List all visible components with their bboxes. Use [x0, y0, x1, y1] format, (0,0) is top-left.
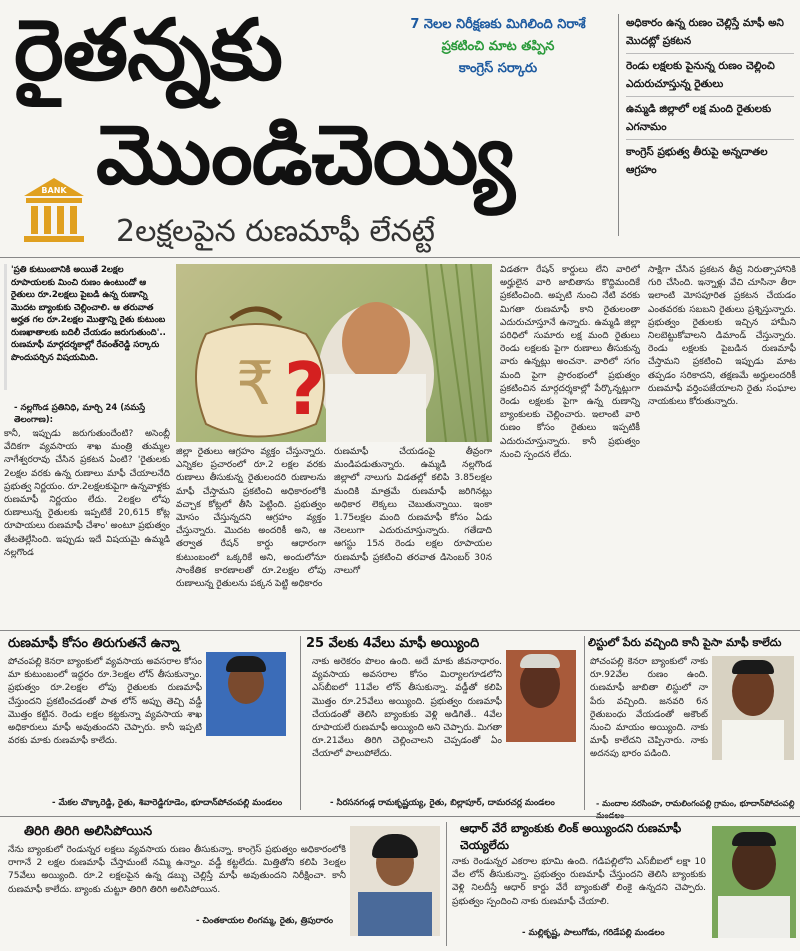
- kicker-line1: 7 నెలల నిరీక్షణకు మిగిలింది నిరాశే: [410, 17, 586, 32]
- bank-label: BANK: [41, 186, 67, 195]
- col2-body: జిల్లా రైతులు ఆగ్రహం వ్యక్తం చేస్తున్నారు. ఎన్నికల ప్రచారంలో రూ.2 లక్షల వరకు రుణాలు తీసుకున్న రైతులందరి రుణాలను మాఫీ చేస్తామని ప్రకటించి అధికారంలోకి వచ్చాక కోట్లలో తీసి పెట్టింది. ప్రభుత్వం మోసం చేస్తున్నదని ఆగ్రహం వ్యక్తం చేస్తున్నారు. మొదట అందరికీ అని, ఆ తర్వాత రేషన్ కార్డు ఆధారంగా కుటుంబంలో ఒక్కరికే అని, అందులోనూ సాంకేతిక కారణాలతో రూ.2లక్షల లోపు రుణాలున్న రైతులను పక్కన పెట్టి అధికారం: [176, 447, 326, 590]
- box2-title: 25 వేలకు 4వేలు మాఫీ అయ్యింది: [306, 636, 480, 651]
- box4-photo: [350, 826, 440, 936]
- box2-credit: - సిరసనగండ్ల రామకృష్ణయ్య, రైతు, బిల్లాపూర్, దామరచర్ల మండలం: [330, 798, 555, 808]
- sidebar-point: రెండు లక్షలకు పైనున్న రుణం చెల్లించి ఎదురుచూస్తున్న రైతులు: [626, 57, 794, 97]
- section-rule: [0, 630, 800, 631]
- box1-body: పోచంపల్లి కెనరా బ్యాంకులో వ్యవసాయ అవసరాల కోసం మా కుటుంబంలో ఇద్దరం రూ.3లక్షల లోన్ తీసుకున్నాం. ప్రభుత్వం రూ.2లక్షల లోపు రైతులకు రుణమాఫీ చేస్తుందని ప్రకటించడంతో పాత లోన్ అప్పు తెచ్చి వడ్డీ మొత్తం కట్టిన. రెండు లక్షల కట్టకున్నా వ్యవసాయ శాఖ అధికారులు మాఫీ అవుతుందని చెప్పారు. కానీ ఇప్పటి వరకు మాకు రుణమాఫీ కాలేదు.: [8, 657, 202, 747]
- masthead-rule: [0, 257, 800, 258]
- bank-icon: [22, 176, 86, 246]
- intro-quote: [4, 264, 170, 390]
- kicker: [378, 14, 618, 80]
- headline-line2: మొండిచెయ్యి: [96, 108, 514, 203]
- box1-credit: - మేకల చొక్కారెడ్డి, రైతు, శివారెడ్డిగూడెం, భూదాన్‌పోచంపల్లి మండలం: [52, 798, 283, 808]
- kicker-line2: ప్రకటించి మాట తప్పిన: [441, 39, 555, 54]
- box5-credit: - మల్లికృష్ణ, పాలుగోడు, గరిడేపల్లి మండలం: [522, 928, 665, 938]
- col4-body: విడతగా రేషన్ కార్డులు లేని వారిలో అర్హులైన వారి జాబితాను కొద్దిమందికే ప్రకటించింది. అప్పటి నుంచి నేటి వరకు మిగతా రుణమాఫీ కాని రైతులంతా ఎదురుచూస్తూనే ఉన్నారు. ఉమ్మడి జిల్లా పరిధిలో సుమారు లక్ష మంది రైతులు రెండు లక్షలకు పైగా రుణాలు తీసుకున్న వారు ఉన్నట్లు అంచనా. వారిలో సగం మంది పైగా ప్రారంభంలో ప్రభుత్వం ప్రకటించిన మార్గదర్శకాల్లో పేర్కొన్నట్లుగా రెండు లక్షలకు పైగా ఉన్న రుణాన్ని బ్యాంకులకు చెల్లించారు. ఇలాంటి వారి రుణం కోసం రైతులు ఇప్పటికీ ఎదురుచూస్తున్నారు. కానీ ప్రభుత్వం నుంచి స్పందన లేదు.: [500, 265, 640, 460]
- box3-body: పోచంపల్లి కెనరా బ్యాంకులో నాకు రూ.92వేల రుణం ఉంది. రుణమాఫీ జాబితా లిస్టులో నా పేరు వచ్చింది. జనవరి 6న రైతుబంధు వేయడంతో అకౌంట్ నుంచి మాయం అయ్యింది. నాకు మాఫీ కాలేదని చెప్పినారు. నాకు అదనపు భారం పడింది.: [590, 657, 708, 760]
- sidebar-divider: [618, 14, 619, 236]
- box3-credit: - మందాల నరసింహ, రామలింగంపల్లి గ్రామం, భూదాన్‌పోచంపల్లి: [596, 799, 795, 808]
- box1-photo: [206, 652, 286, 736]
- headline-line1: రైతన్నకు: [14, 1, 282, 99]
- box3-title: లిస్టులో పేరు వచ్చింది కానీ పైసా మాఫీ కాలేదు: [588, 636, 782, 649]
- sidebar-point: ఉమ్మడి జిల్లాలో లక్ష మంది రైతులకు ఎగనామం: [626, 100, 794, 140]
- sidebar-point: కాంగ్రెస్ ప్రభుత్వ తీరుపై అన్నదాతల ఆగ్రహం: [626, 146, 768, 176]
- col5-body: సాక్షిగా చేసిన ప్రకటన తీవ్ర నిరుత్సాహానికి గురి చేసింది. ఇన్నాళ్లు వేచి చూసినా తీరా ఇలాంటి మోసపూరిత ప్రకటన చేయడం ఎంతవరకు సబబని రైతులు ప్రశ్నిస్తున్నారు. ప్రభుత్వం రైతులకు ఇచ్చిన హామీని నిలబెట్టుకోవాలని డిమాండ్ చేస్తున్నారు. రెండు లక్షలకు పైబడిన రుణమాఫీ చేస్తామని ప్రకటించి ఇప్పుడు మాట తప్పడం సరికాదని, తక్షణమే అర్హులందరికీ రుణమాఫీ వర్తింపజేయాలని రైతు సంఘాల నాయకులు కోరుతున్నారు.: [648, 265, 796, 408]
- hero-photo: [176, 264, 492, 442]
- box2-photo: [506, 650, 576, 742]
- box1-title: రుణమాఫీ కోసం తిరుగుతనే ఉన్నా: [8, 636, 180, 651]
- box-divider: [300, 636, 301, 810]
- section-rule: [0, 816, 800, 817]
- box5-body: నాకు రెండున్నర ఎకరాల భూమి ఉంది. గడిపల్లిలోని ఎస్‌బీఐలో లక్షా 10 వేల లోన్ తీసుకున్నా. ప్రభుత్వం రుణమాఫీ చేస్తుందని తెలిసి బ్యాంకుకు వెళ్లి నిలదీస్తే ఆధార్ కార్డు వేరే బ్యాంకుతో లింకై ఉన్నదని చెప్పారు. ప్రభుత్వం స్పందించి నాకు రుణమాఫీ చేయాలి.: [452, 857, 706, 907]
- sidebar-points: [626, 14, 794, 179]
- box2-body: నాకు అరెకరం పొలం ఉంది. అదే మాకు జీవనాధారం. వ్యవసాయ అవసరాల కోసం మిర్యాలగూడలోని ఎస్‌బీఐలో 11వేల లోన్ తీసుకున్నా. వడ్డీతో కలిపి మొత్తం రూ.25వేలు అయ్యింది. ప్రభుత్వం రుణమాఫీ చేయడంతో తెలిసి బ్యాంకుకు వెళ్లి అడిగితే.. 4వేల రూపాయలే రుణమాఫీ అయ్యింది అని చెప్పారు. మిగతా రూ.21వేలు తిరిగి చెల్లించాలని చెప్పడంతో ఏం చేయాలో పాలుపోలేదు.: [312, 657, 502, 760]
- rupee-symbol: ₹: [236, 349, 275, 419]
- box5-photo: [712, 826, 796, 938]
- box3-photo: [712, 656, 794, 760]
- box5-title: ఆధార్ వేరే బ్యాంకుకు లింక్ అయ్యిందని రుణమాఫీ చెయ్యలేదు: [460, 821, 682, 852]
- box4-title: తిరిగి తిరిగి అలిసిపోయిన: [24, 824, 153, 839]
- question-mark: ?: [284, 347, 326, 431]
- box4-body: నేను బ్యాంకులో రెండున్నర లక్షలు వ్యవసాయ రుణం తీసుకున్నా. కాంగ్రెస్ ప్రభుత్వం అధికారంలోకి రాగానే 2 లక్షల రుణమాఫీ చేస్తామంటే నమ్మి ఉన్నాం. వడ్డీ కట్టలేదు. మిత్తితోని కలిపి 3లక్షల 75వేలు అయ్యింది. రూ.2 లక్షలపైన ఉన్న డబ్బు చెల్లిస్తే మాఫీ అవుతుందని నిరీక్షించా. కానీ రుణమాఫీ కాలేదు. బ్యాంకు చుట్టూ తిరిగి తిరిగి అలిసిపోయిన.: [8, 845, 346, 895]
- intro-quote-text: 'ప్రతి కుటుంబానికి అయితే 2లక్షల రూపాయలకు మించి రుణం ఉంటుందో ఆ రైతులు రూ.2లక్షలు పైబడి ఉన్న రుణాన్ని మొదట బ్యాంకుకు చెల్లించాలి. ఆ తరువాత అర్హత గల రూ.2లక్షల మొత్తాన్ని రైతు కుటుంబ రుణఖాతాలకు బదిలీ చేయడం జరుగుతుంది'.. రుణమాఫీ మార్గదర్శకాల్లో రేవంత్‌రెడ్డి సర్కారు పొందుపర్చిన విషయమిది.: [11, 265, 166, 363]
- kicker-line3: కాంగ్రెస్ సర్కారు: [458, 61, 538, 76]
- box4-credit: - చింతకాయల లింగమ్మ, రైతు, త్రిపురారం: [196, 916, 334, 926]
- sidebar-point: అధికారం ఉన్న రుణం చెల్లిస్తే మాఫీ అని మొదట్లో ప్రకటన: [626, 14, 794, 54]
- subhead: 2లక్షలపైన రుణమాఫీ లేనట్టే: [116, 214, 435, 249]
- box-divider: [584, 636, 585, 810]
- dateline: - నల్లగొండ ప్రతినిధి, మార్చి 24 (నమస్తే తెలంగాణ):: [14, 403, 146, 425]
- col3-body: రుణమాఫీ చేయడంపై తీవ్రంగా మండిపడుతున్నారు. ఉమ్మడి నల్లగొండ జిల్లాలో నాలుగు విడతల్లో కలిపి 3.85లక్షల మందికి మాత్రమే రుణమాఫీ జరిగినట్లు అధికార లెక్కలు చెబుతున్నాయి. ఇంకా 1.75లక్షల మంది రుణమాఫీ కోసం ఏడు నెలలుగా ఎదురుచూస్తున్నారు. గతేడాది ఆగస్టు 15న రెండు లక్షల రూపాయల రుణమాఫీ ప్రకటించి తరవాత డిసెంబర్ 30న నాలుగో: [334, 447, 492, 576]
- col1-body: కానీ, ఇప్పుడు జరుగుతుందేంటి? అసెంబ్లీ వేదికగా వ్యవసాయ శాఖ మంత్రి తుమ్మల నాగేశ్వరరావు చేసిన ప్రకటన ఏంటి? 'రైతులకు 2లక్షల వరకు ఉన్న రుణాలు మాఫీ చేయాలనేది ప్రభుత్వ నిర్ణయం. రూ.2లక్షలకుపైగా ఉన్నవాళ్లకు రుణమాఫీ నిర్ణయం లేదు. 2లక్షల లోపు రుణాలున్న రైతులకు ఇప్పటికే 20,615 కోట్ల రూపాయలు రుణమాఫీ చేశాం' అంటూ ప్రభుత్వం తేటతెల్లేసింది. ఇప్పుడు ఇదే విషయమై ఉమ్మడి నల్లగొండ: [4, 429, 170, 558]
- box-divider: [446, 822, 447, 946]
- money-bag-illustration: [176, 264, 492, 442]
